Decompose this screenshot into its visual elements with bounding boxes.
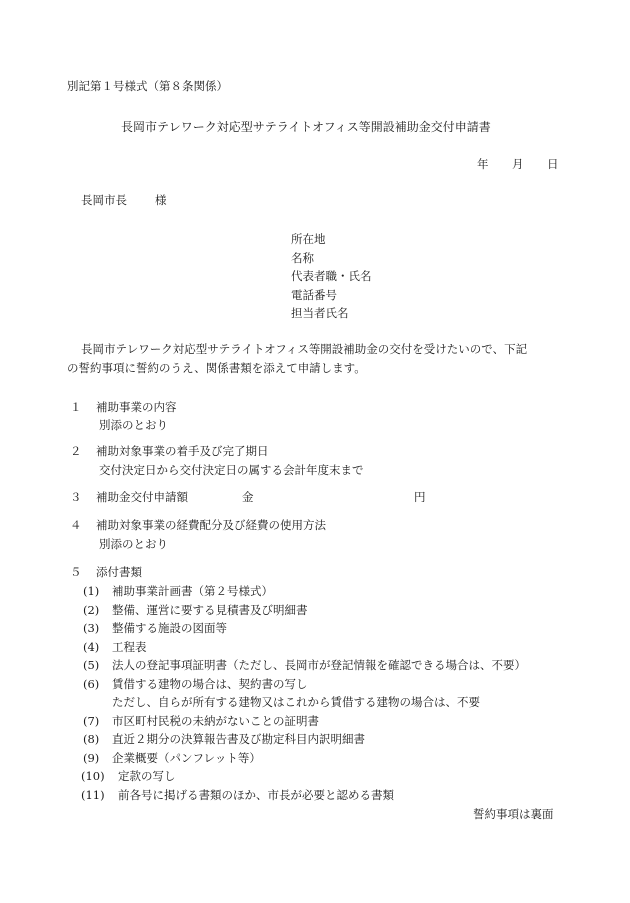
attachment-text: 定款の写し [118,769,176,783]
document-title: 長岡市テレワーク対応型サテライトオフィス等開設補助金交付申請書 [121,120,491,134]
attachment-number: (11) [81,788,105,802]
field-representative: 代表者職・氏名 [291,269,372,283]
intro-line: 長岡市テレワーク対応型サテライトオフィス等開設補助金の交付を受けたいので、下記 [81,342,528,356]
attachment-number: (3) [83,621,100,635]
attachment-number: (4) [83,640,100,654]
attachment-text: 企業概要（パンフレット等） [112,751,261,765]
attachment-text: 補助事業計画書（第２号様式） [112,584,273,598]
section-number: １ [70,400,82,414]
section-title: 補助対象事業の経費配分及び経費の使用方法 [96,518,326,532]
section-body: 別添のとおり [99,537,168,551]
attachment-text: 整備、運営に要する見積書及び明細書 [112,603,308,617]
attachment-text: 市区町村民税の未納がないことの証明書 [112,714,319,728]
date-month: 月 [512,157,524,171]
attachment-text: 工程表 [112,640,147,654]
section-number: ５ [70,565,82,579]
section-title: 添付書類 [96,565,142,579]
attachment-number: (1) [83,584,100,598]
attachment-text: 賃借する建物の場合は、契約書の写し [112,677,308,691]
attachment-number: (2) [83,603,100,617]
field-name: 名称 [291,251,314,265]
attachment-text: 前各号に掲げる書類のほか、市長が必要と認める書類 [118,788,394,802]
addressee-name: 長岡市長 [81,193,127,207]
field-contact-person: 担当者氏名 [291,306,349,320]
section-title: 補助事業の内容 [96,400,177,414]
footer-note: 誓約事項は裏面 [473,807,554,821]
section-body: 別添のとおり [99,418,168,432]
form-label: 別記第１号様式（第８条関係） [67,79,228,93]
section-body: 交付決定日から交付決定日の属する会計年度末まで [99,463,364,477]
attachment-number: (7) [83,714,100,728]
amount-unit-label: 円 [414,490,426,504]
date-day: 日 [547,157,559,171]
attachment-number: (10) [81,769,105,783]
section-number: ３ [70,490,82,504]
attachment-text: ただし、自らが所有する建物又はこれから賃借する建物の場合は、不要 [112,695,480,709]
attachment-text: 直近２期分の決算報告書及び勘定科目内訳明細書 [112,732,365,746]
attachment-number: (9) [83,751,100,765]
addressee-honorific: 様 [155,193,167,207]
attachment-number: (5) [83,658,100,672]
section-number: ４ [70,518,82,532]
section-title: 補助対象事業の着手及び完了期日 [96,444,269,458]
attachment-text: 法人の登記事項証明書（ただし、長岡市が登記情報を確認できる場合は、不要） [112,658,526,672]
intro-line: の誓約事項に誓約のうえ、関係書類を添えて申請します。 [67,361,366,375]
section-title: 補助金交付申請額 [96,490,188,504]
attachment-number: (8) [83,732,100,746]
date-year: 年 [477,157,489,171]
amount-currency-label: 金 [242,490,254,504]
field-address: 所在地 [291,232,326,246]
section-number: ２ [70,444,82,458]
attachment-text: 整備する施設の図面等 [112,621,227,635]
attachment-number: (6) [83,677,100,691]
field-phone: 電話番号 [291,288,337,302]
